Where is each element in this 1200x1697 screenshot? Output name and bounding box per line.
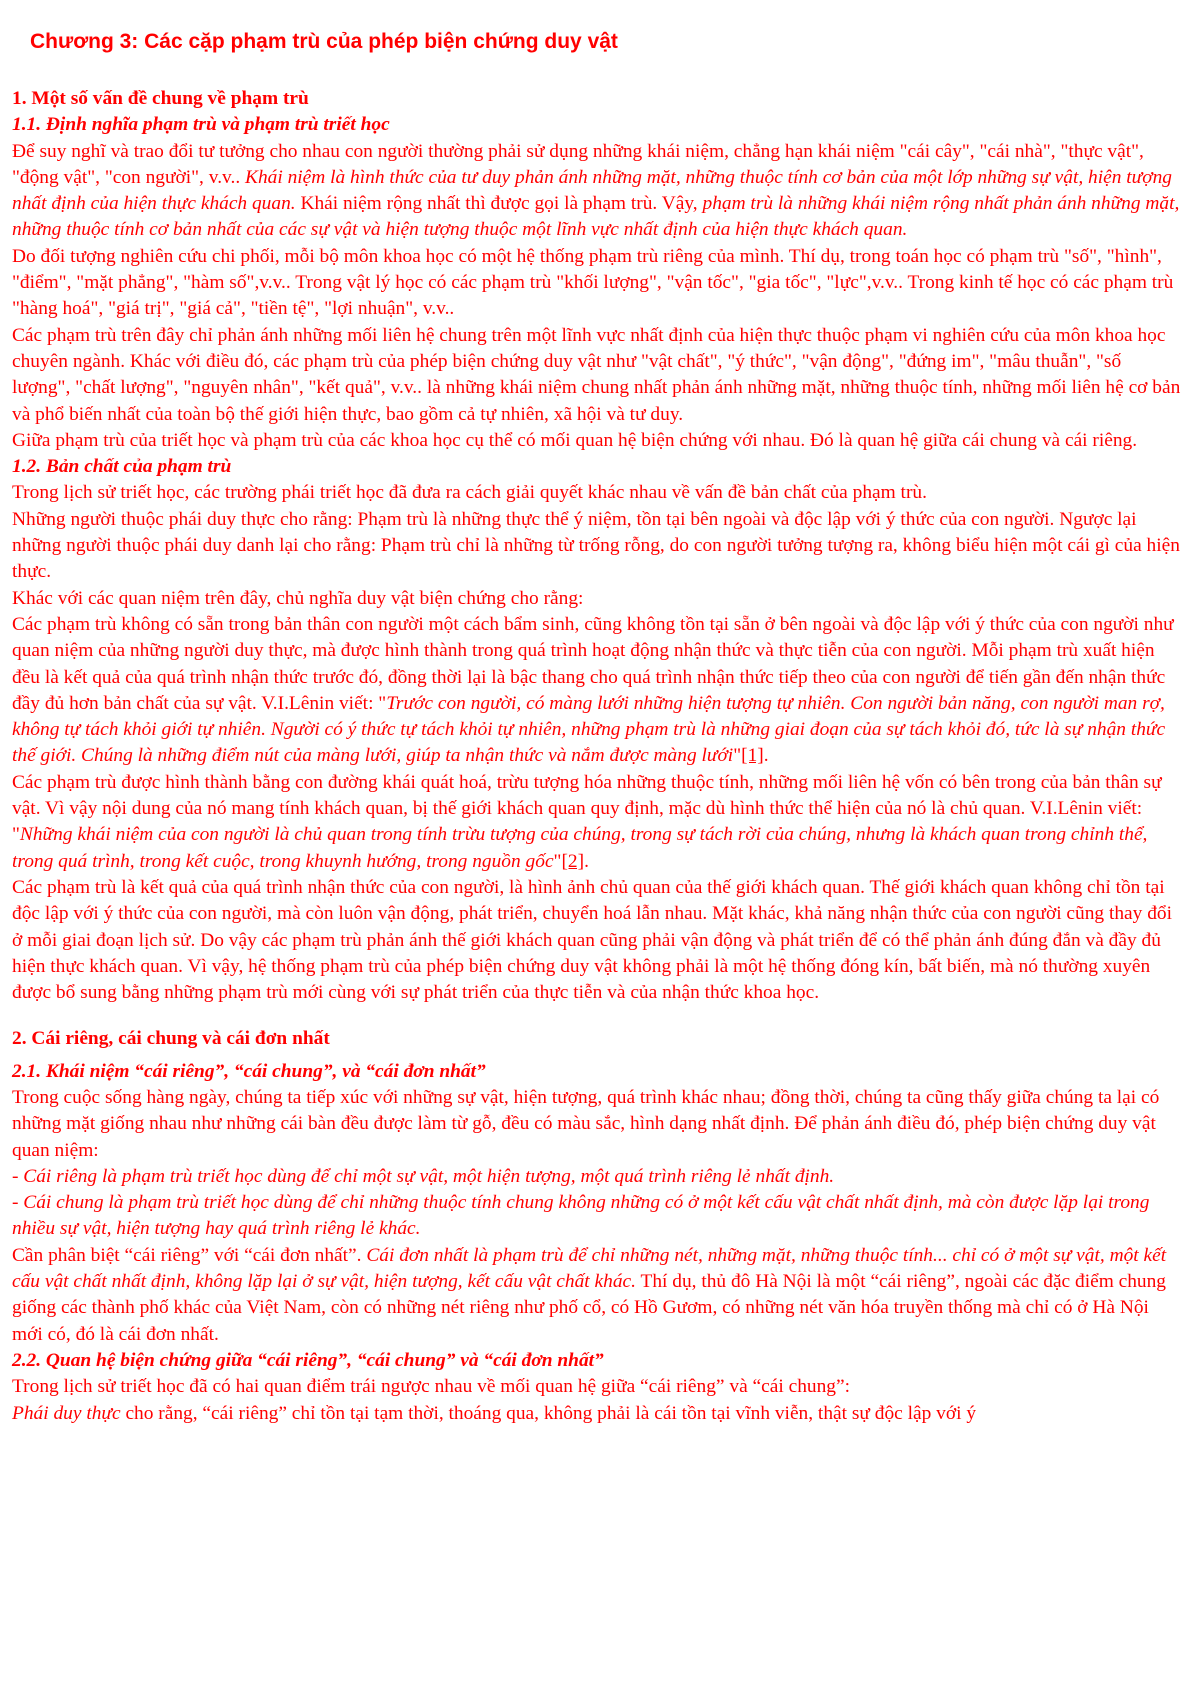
lenin-quote: Những khái niệm của con người là chủ quan trong tính trừu tượng của chúng, trong sự tách rời của chúng, nhưng là khách quan trong chỉnh thể, trong quá trình, trong kết cuộc, trong khuynh hướng, trong nguồn gốc xyxy=(12,824,1148,872)
paragraph xyxy=(12,139,1182,244)
section-1-2-heading: 1.2. Bản chất của phạm trù xyxy=(12,456,232,478)
paragraph: Trong cuộc sống hàng ngày, chúng ta tiếp xúc với những sự vật, hiện tượng, quá trình khác nhau; đồng thời, chúng ta cũng thấy giữa chúng ta lại có những mặt giống nhau như những cái bàn đều được làm từ gỗ, đều có màu sắc, hình dạng nhất định. Để phản ánh điều đó, phép biện chứng duy vật quan niệm: xyxy=(12,1086,1160,1161)
definition-item xyxy=(12,1190,1182,1243)
paragraph xyxy=(12,612,1182,770)
paragraph-text: . xyxy=(763,745,769,767)
paragraph-text: Các phạm trù không có sẵn trong bản thân con người một cách bẩm sinh, cũng không tồn tại sẵn ở bên ngoài và độc lập với ý thức của con người như quan niệm của những người duy thực, mà được hình thành trong quá trình hoạt động nhận thức và thực tiễn của con người. Mỗi phạm trù xuất hiện đều là kết quả của quá trình nhận thức trước đó, đồng thời lại là bậc thang cho quá trình nhận thức tiếp theo của con người để tiến gần đến nhận thức đầy đủ hơn bản chất của sự vật. V.I.Lênin viết: " xyxy=(12,613,1174,714)
italic-text: Cái đơn nhất là phạm trù để chỉ những nét, những mặt, những thuộc tính... chỉ có ở một sự vật, một kết cấu vật chất nhất định, không lặp lại ở sự vật, hiện tượng, kết cấu vật chất khác. xyxy=(12,1244,1167,1293)
paragraph: Các phạm trù trên đây chỉ phản ánh những mối liên hệ chung trên một lĩnh vực nhất định của hiện thực thuộc phạm vi nghiên cứu của môn khoa học chuyên ngành. Khác với điều đó, các phạm trù của phép biện chứng duy vật như "vật chất", "ý thức", "vận động", "đứng im", "mâu thuẫn", "số lượng", "chất lượng", "nguyên nhân", "kết quả", v.v.. là những khái niệm chung nhất phản ánh những mặt, những thuộc tính, những mối liên hệ cơ bản và phổ biến nhất của toàn bộ thế giới hiện thực, bao gồm cả tự nhiên, xã hội và tư duy. xyxy=(12,324,1181,425)
footnote-link-1[interactable]: [1] xyxy=(741,745,764,767)
definition-item xyxy=(12,1164,1182,1190)
paragraph: Các phạm trù là kết quả của quá trình nhận thức của con người, là hình ảnh chủ quan của thế giới khách quan. Thế giới khách quan không chỉ tồn tại độc lập với ý thức của con người, mà còn luôn vận động, phát triển, chuyển hoá lẫn nhau. Mặt khác, khả năng nhận thức của con người cũng thay đổi ở mỗi giai đoạn lịch sử. Do vậy các phạm trù phản ánh thế giới khách quan cũng phải vận động và phát triển để có thể phản ánh đúng đắn và đầy đủ hiện thực khách quan. Vì vậy, hệ thống phạm trù của phép biện chứng duy vật không phải là một hệ thống đóng kín, bất biến, mà nó thường xuyên được bổ sung bằng những phạm trù mới cùng với sự phát triển của thực tiễn và của nhận thức khoa học. xyxy=(12,876,1172,1004)
paragraph: Khác với các quan niệm trên đây, chủ nghĩa duy vật biện chứng cho rằng: xyxy=(12,587,584,609)
section-1-heading: 1. Một số vấn đề chung về phạm trù xyxy=(12,88,309,109)
section-2-1-heading: 2.1. Khái niệm “cái riêng”, “cái chung”, và “cái đơn nhất” xyxy=(12,1060,486,1082)
paragraph: Những người thuộc phái duy thực cho rằng: Phạm trù là những thực thể ý niệm, tồn tại bên ngoài và độc lập với ý thức của con người. Ngược lại những người thuộc phái duy danh lại cho rằng: Phạm trù chỉ là những từ trống rỗng, do con người tưởng tượng ra, không biểu hiện một cái gì của hiện thực. xyxy=(12,508,1180,583)
paragraph-text: Cần phân biệt “cái riêng” với “cái đơn nhất”. xyxy=(12,1244,367,1266)
paragraph: Giữa phạm trù của triết học và phạm trù của các khoa học cụ thể có mối quan hệ biện chứng với nhau. Đó là quan hệ giữa cái chung và cái riêng. xyxy=(12,429,1138,451)
paragraph-text: Các phạm trù được hình thành bằng con đường khái quát hoá, trừu tượng hóa những thuộc tính, những mối liên hệ vốn có bên trong của bản thân sự vật. Vì vậy nội dung của nó mang tính khách quan, bị thế giới khách quan quy định, mặc dù hình thức thể hiện của nó là chủ quan. V.I.Lênin viết: " xyxy=(12,771,1162,846)
section-1-1-heading: 1.1. Định nghĩa phạm trù và phạm trù triết học xyxy=(12,114,390,136)
paragraph xyxy=(12,1243,1182,1348)
paragraph-text: Để suy nghĩ và trao đổi tư tưởng cho nhau con người thường phải sử dụng những khái niệm, chẳng hạn khái niệm "cái cây", "cái nhà", "thực vật", "động vật", "con người", v.v.. xyxy=(12,140,1144,188)
italic-text: phạm trù là những khái niệm rộng nhất phản ánh những mặt, những thuộc tính cơ bản nhất của các sự vật và hiện tượng thuộc một lĩnh vực nhất định của hiện thực khách quan. xyxy=(12,193,1180,241)
paragraph-text: cho rằng, “cái riêng” chỉ tồn tại tạm thời, thoáng qua, không phải là cái tồn tại vĩnh viễn, thật sự độc lập với ý xyxy=(120,1402,977,1424)
section-2-heading: 2. Cái riêng, cái chung và cái đơn nhất xyxy=(12,1028,330,1050)
paragraph-text: " xyxy=(553,850,562,872)
paragraph xyxy=(12,770,1182,875)
paragraph-text: Khái niệm rộng nhất thì được gọi là phạm trù. Vậy, xyxy=(295,193,703,215)
paragraph: Trong lịch sử triết học đã có hai quan điểm trái ngược nhau về mối quan hệ giữa “cái riêng” và “cái chung”: xyxy=(12,1376,850,1398)
paragraph-text: Thí dụ, thủ đô Hà Nội là một “cái riêng”, ngoài các đặc điểm chung giống các thành phố khác của Việt Nam, còn có những nét riêng như phố cổ, có Hồ Gươm, có những nét văn hóa truyền thống mà chỉ có ở Hà Nội mới có, đó là cái đơn nhất. xyxy=(12,1271,1167,1345)
italic-text: Khái niệm là hình thức của tư duy phản ánh những mặt, những thuộc tính cơ bản của một lớp những sự vật, hiện tượng nhất định của hiện thực khách quan. xyxy=(12,166,1172,215)
chapter-title: Chương 3: Các cặp phạm trù của phép biện chứng duy vật xyxy=(30,30,618,53)
italic-text: - Cái riêng là phạm trù triết học dùng để chỉ một sự vật, một hiện tượng, một quá trình riêng lẻ nhất định. xyxy=(12,1165,835,1187)
paragraph: Trong lịch sử triết học, các trường phái triết học đã đưa ra cách giải quyết khác nhau về vấn đề bản chất của phạm trù. xyxy=(12,482,927,504)
paragraph: Do đối tượng nghiên cứu chi phối, mỗi bộ môn khoa học có một hệ thống phạm trù riêng của mình. Thí dụ, trong toán học có phạm trù "số", "hình", "điểm", "mặt phẳng", "hàm số",v.v.. Trong vật lý học có các phạm trù "khối lượng", "vận tốc", "gia tốc", "lực",v.v.. Trong kinh tế học có các phạm trù "hàng hoá", "giá trị", "giá cả", "tiền tệ", "lợi nhuận", v.v.. xyxy=(12,245,1174,320)
italic-text: Phái duy thực xyxy=(12,1402,121,1424)
document-body xyxy=(12,86,1182,1427)
paragraph-text: " xyxy=(733,745,742,767)
lenin-quote: Trước con người, có màng lưới những hiện tượng tự nhiên. Con người bản năng, con người man rợ, không tự tách khỏi giới tự nhiên. Người có ý thức tự tách khỏi tự nhiên, những phạm trù là những giai đoạn của sự tách khỏi đó, tức là sự nhận thức thế giới. Chúng là những điểm nút của màng lưới, giúp ta nhận thức và nắm được màng lưới xyxy=(12,692,1166,767)
section-2-2-heading: 2.2. Quan hệ biện chứng giữa “cái riêng”, “cái chung” và “cái đơn nhất” xyxy=(12,1349,604,1371)
footnote-link-2[interactable]: [2] xyxy=(561,850,585,872)
paragraph xyxy=(12,1401,1182,1427)
italic-text: - Cái chung là phạm trù triết học dùng để chỉ những thuộc tính chung không những có ở một kết cấu vật chất nhất định, mà còn được lặp lại trong nhiều sự vật, hiện tượng hay quá trình riêng lẻ khác. xyxy=(12,1192,1150,1240)
paragraph-text: . xyxy=(584,850,589,872)
